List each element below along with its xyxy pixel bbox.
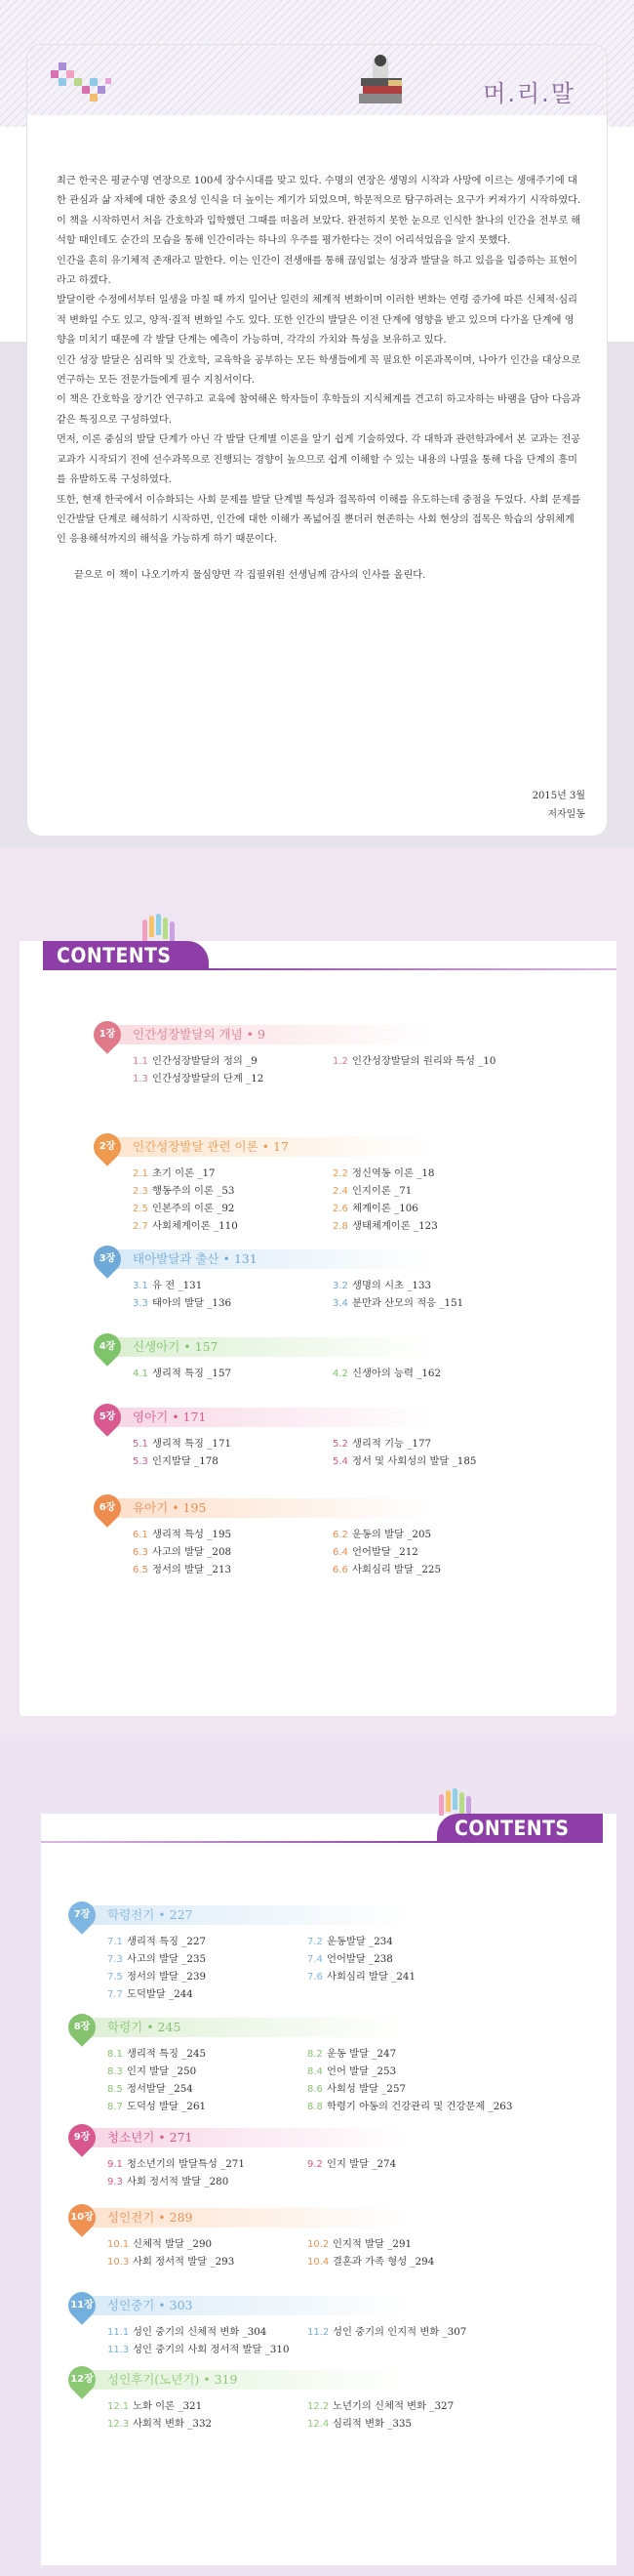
section-number: 1.3 (133, 1074, 148, 1084)
section-entry[interactable] (333, 1202, 418, 1216)
chapter-number-badge (62, 2118, 101, 2157)
section-number: 8.7 (107, 2102, 123, 2112)
chapter-number-badge (88, 1240, 127, 1279)
section-number: 2.4 (333, 1186, 348, 1197)
chapter-title[interactable]: 태아발달과 출산 • 131 (133, 1251, 258, 1266)
chapter-number: 7장 (73, 1909, 91, 1920)
section-number: 9.1 (107, 2159, 123, 2170)
section-entry[interactable] (333, 1367, 441, 1381)
preface-paragraph: 최근 한국은 평균수명 연장으로 100세 장수시대를 맞고 있다. 수명의 연장은 생명의 시작과 사망에 이르는 생애주기에 대한 관심과 삶 자체에 대한 중요성 인식을 더 높이는 계기가 되었으며, 학문적으로 탐구하려는 요구가 커져가기 시작하였다. (57, 176, 581, 207)
section-number: 3.3 (133, 1298, 148, 1309)
section-entry[interactable] (133, 1072, 263, 1086)
preface-paragraph: 이 책을 시작하면서 처음 간호학과 입학했던 그때를 떠올려 보았다. 완전하지 못한 눈으로 인식한 찰나의 인간을 전부로 해석할 때인데도 순간의 모습을 통해 인간이라는 하나의 우주를 평가한다는 것이 어리석었음을 알지 못했다. (57, 215, 581, 247)
preface-authors: 저자일동 (547, 809, 585, 820)
section-number: 11.1 (107, 2327, 130, 2338)
chapter-number: 12장 (70, 2374, 94, 2385)
section-entry[interactable] (307, 1970, 416, 1984)
section-number: 2.2 (333, 1168, 348, 1179)
section-number: 2.5 (133, 1204, 148, 1214)
section-number: 6.2 (333, 1530, 348, 1540)
section-number: 2.1 (133, 1168, 148, 1179)
section-label: 신생아의 능력 _162 (352, 1368, 442, 1379)
section-label: 태아의 발달 _136 (152, 1297, 232, 1309)
section-entry[interactable] (133, 1184, 234, 1199)
section-entry[interactable] (133, 1166, 216, 1181)
preface-card (27, 45, 607, 836)
section-entry[interactable] (107, 2065, 196, 2079)
chapter-title[interactable]: 인간성장발달 관련 이론 • 17 (133, 1139, 289, 1154)
preface-date: 2015년 3월 (532, 791, 585, 801)
section-label: 사회적 변화 _332 (133, 2418, 213, 2430)
section-number: 3.1 (133, 1281, 148, 1291)
section-entry[interactable] (307, 2082, 406, 2097)
section-entry[interactable] (333, 1296, 463, 1311)
chapter-title[interactable]: 인간성장발달의 개념 • 9 (133, 1027, 265, 1042)
section-label: 초기 이론 _17 (152, 1167, 216, 1179)
section-number: 8.4 (307, 2066, 323, 2077)
chapter-title[interactable]: 학령전기 • 227 (107, 1907, 193, 1922)
section-number: 2.8 (333, 1221, 348, 1232)
preface-body (57, 172, 583, 586)
chapter-number: 11장 (70, 2300, 94, 2310)
section-entry[interactable] (333, 1166, 434, 1181)
section-number: 8.1 (107, 2049, 123, 2060)
preface-title: 머.리.말 (483, 80, 575, 107)
section-label: 언어발달 _212 (352, 1546, 418, 1558)
section-label: 생리적 특징 _245 (127, 2048, 207, 2060)
section-label: 정서의 발달 _213 (152, 1564, 232, 1575)
section-entry[interactable] (107, 2175, 228, 2189)
contents-page-1 (0, 847, 634, 1736)
section-number: 1.1 (133, 1056, 148, 1067)
section-number: 9.3 (107, 2177, 123, 2188)
section-number: 10.3 (107, 2257, 130, 2268)
section-number: 3.2 (333, 1281, 348, 1291)
section-label: 운동발달 _234 (327, 1936, 393, 1947)
section-number: 5.2 (333, 1439, 348, 1450)
section-label: 사고의 발달 _208 (152, 1546, 232, 1558)
section-entry[interactable] (107, 1935, 206, 1949)
chapter-number-badge (62, 2360, 101, 2399)
section-number: 7.4 (307, 1954, 323, 1965)
section-label: 생리적 특징 _171 (152, 1438, 232, 1450)
contents-card-2 (41, 1814, 616, 2565)
chapter-title[interactable]: 성인후기(노년기) • 319 (107, 2372, 238, 2387)
section-label: 인지이론 _71 (352, 1185, 413, 1197)
section-entry[interactable] (307, 2157, 396, 2172)
section-number: 12.3 (107, 2419, 130, 2430)
section-number: 12.1 (107, 2401, 130, 2412)
section-number: 2.3 (133, 1186, 148, 1197)
section-entry[interactable] (107, 2399, 202, 2414)
section-label: 체계이론 _106 (352, 1203, 418, 1214)
preface-paragraph: 인간 성장 발달은 심리학 및 간호학, 교육학을 공부하는 모든 학생들에게 꼭 필요한 이론과목이며, 나아가 인간을 대상으로 연구하는 모든 전문가들에게 필수 지침서이다. (57, 354, 581, 387)
section-entry[interactable] (333, 1563, 441, 1577)
chapter-number: 10장 (70, 2212, 94, 2223)
section-number: 9.2 (307, 2159, 323, 2170)
section-label: 심리적 변화 _335 (333, 2418, 413, 2430)
section-number: 6.6 (333, 1565, 348, 1575)
chapter-number: 4장 (99, 1341, 116, 1352)
chapter-number: 8장 (73, 2022, 91, 2032)
section-label: 생리적 기능 _177 (352, 1438, 432, 1450)
section-number: 8.6 (307, 2084, 323, 2095)
section-entry[interactable] (107, 2417, 212, 2432)
chapter-number: 5장 (99, 1411, 116, 1422)
section-entry[interactable] (307, 2255, 434, 2269)
section-entry[interactable] (107, 2157, 245, 2172)
section-entry[interactable] (307, 2325, 466, 2340)
section-label: 청소년기의 발달특성 _271 (127, 2158, 245, 2170)
section-entry[interactable] (133, 1563, 231, 1577)
contents-card-1 (20, 941, 616, 1716)
section-label: 인지 발달 _274 (327, 2158, 397, 2170)
section-label: 정서의 발달 _239 (127, 1971, 207, 1983)
section-entry[interactable] (333, 1437, 431, 1452)
section-number: 8.2 (307, 2049, 323, 2060)
chapter-title[interactable]: 영아기 • 171 (133, 1410, 207, 1424)
section-label: 성인 중기의 사회 정서적 발달 _310 (133, 2344, 290, 2355)
section-number: 5.4 (333, 1456, 348, 1467)
section-entry[interactable] (307, 2065, 396, 2079)
section-label: 학령기 아동의 건강관리 및 건강문제 _263 (327, 2101, 513, 2112)
section-entry[interactable] (133, 1219, 238, 1234)
section-number: 6.1 (133, 1530, 148, 1540)
section-number: 3.4 (333, 1298, 348, 1309)
preface-header (27, 45, 607, 115)
section-number: 10.2 (307, 2239, 330, 2250)
section-number: 11.2 (307, 2327, 330, 2338)
section-label: 분만과 산모의 적응 _151 (352, 1297, 464, 1309)
section-label: 성인 중기의 신체적 변화 _304 (133, 2326, 267, 2338)
section-label: 사회심리 발달 _225 (352, 1564, 442, 1575)
section-entry[interactable] (133, 1545, 231, 1560)
chapter-number-badge (88, 1015, 127, 1054)
section-entry[interactable] (333, 1528, 431, 1542)
chapter-number-badge (62, 1896, 101, 1935)
section-entry[interactable] (333, 1279, 431, 1293)
contents-heading: CONTENTS (437, 1814, 603, 1843)
section-entry[interactable] (307, 2047, 396, 2062)
section-number: 7.2 (307, 1937, 323, 1947)
section-entry[interactable] (333, 1545, 418, 1560)
section-number: 7.1 (107, 1937, 123, 1947)
chapter-number-badge (62, 2198, 101, 2237)
book-stack-illustration-icon (349, 51, 417, 111)
section-label: 운동 발달 _247 (327, 2048, 397, 2060)
section-entry[interactable] (107, 2237, 212, 2252)
chapter-number-badge (62, 2008, 101, 2047)
section-entry[interactable] (107, 2255, 234, 2269)
section-label: 언어 발달 _253 (327, 2065, 397, 2077)
chapter-number-badge (88, 1328, 127, 1367)
section-label: 정서 및 사회성의 발달 _185 (352, 1455, 477, 1467)
chapter-title[interactable]: 성인중기 • 303 (107, 2298, 193, 2312)
section-entry[interactable] (107, 2082, 193, 2097)
section-number: 6.4 (333, 1547, 348, 1558)
section-entry[interactable] (333, 1054, 495, 1069)
section-entry[interactable] (133, 1367, 231, 1381)
section-number: 8.3 (107, 2066, 123, 2077)
section-entry[interactable] (133, 1454, 218, 1469)
chapter-title[interactable]: 청소년기 • 271 (107, 2130, 193, 2145)
section-label: 운동의 발달 _205 (352, 1529, 432, 1540)
section-label: 사회성 발달 _257 (327, 2083, 407, 2095)
chapter-number-badge (62, 2286, 101, 2325)
section-entry[interactable] (307, 2399, 454, 2414)
contents-heading: CONTENTS (43, 941, 209, 970)
section-entry[interactable] (307, 2100, 512, 2114)
section-entry[interactable] (107, 2100, 206, 2114)
preface-section (0, 0, 634, 847)
pixel-cross-decoration-icon (45, 57, 123, 103)
section-number: 7.5 (107, 1972, 123, 1983)
contents-page-2 (0, 1736, 634, 2576)
contents-rule (209, 968, 616, 970)
section-entry[interactable] (307, 1935, 393, 1949)
section-label: 정신역동 이론 _18 (352, 1167, 435, 1179)
section-number: 6.3 (133, 1547, 148, 1558)
section-entry[interactable] (307, 2417, 412, 2432)
section-entry[interactable] (133, 1437, 231, 1452)
section-number: 5.1 (133, 1439, 148, 1450)
section-label: 인지 발달 _250 (127, 2065, 197, 2077)
section-number: 5.3 (133, 1456, 148, 1467)
section-number: 4.2 (333, 1369, 348, 1379)
chapter-number: 9장 (73, 2132, 91, 2143)
chapter-number: 2장 (99, 1141, 116, 1152)
section-label: 신체적 발달 _290 (133, 2238, 213, 2250)
contents-rule (41, 1841, 437, 1843)
section-entry[interactable] (133, 1296, 231, 1311)
section-label: 노화 이론 _321 (133, 2400, 203, 2412)
section-entry[interactable] (333, 1219, 438, 1234)
section-number: 2.7 (133, 1221, 148, 1232)
section-label: 사고의 발달 _235 (127, 1953, 207, 1965)
section-entry[interactable] (333, 1184, 412, 1199)
section-entry[interactable] (307, 1952, 393, 1967)
section-number: 10.1 (107, 2239, 130, 2250)
section-number: 8.5 (107, 2084, 123, 2095)
section-entry[interactable] (107, 2343, 290, 2357)
section-entry[interactable] (107, 1952, 206, 1967)
section-number: 7.7 (107, 1989, 123, 2000)
section-label: 정서발달 _254 (127, 2083, 193, 2095)
preface-signature (533, 787, 585, 824)
section-label: 생명의 시초 _133 (352, 1280, 432, 1291)
section-label: 사회 정서적 발달 _293 (133, 2256, 235, 2268)
section-label: 성인 중기의 인지적 변화 _307 (333, 2326, 467, 2338)
section-label: 인본주의 이론 _92 (152, 1203, 235, 1214)
section-label: 인지발달 _178 (152, 1455, 218, 1467)
section-label: 인간성장발달의 정의 _9 (152, 1055, 258, 1067)
section-label: 인간성장발달의 원리와 특성 _10 (352, 1055, 496, 1067)
section-entry[interactable] (107, 2325, 266, 2340)
section-label: 행동주의 이론 _53 (152, 1185, 235, 1197)
preface-paragraph: 먼저, 이론 중심의 발달 단계가 아닌 각 발달 단계별 이론을 알기 쉽게 기술하였다. 각 대학과 관련학과에서 본 교과는 전공 교과가 시작되기 전에 선수과목으로 진행되는 경향이 높으므로 쉽게 이해할 수 있는 내용의 나열을 통해 다음 단계의 흥미를 유발하도록 구성하였다. (57, 434, 581, 486)
chapter-number-badge (88, 1127, 127, 1166)
section-number: 4.1 (133, 1369, 148, 1379)
preface-closing: 끝으로 이 책이 나오기까지 물심양면 각 집필위원 선생님께 감사의 인사를 올린다. (74, 569, 426, 581)
section-entry[interactable] (307, 2237, 412, 2252)
chapter-title[interactable]: 학령기 • 245 (107, 2020, 181, 2034)
section-number: 8.8 (307, 2102, 323, 2112)
chapter-title[interactable]: 성인전기 • 289 (107, 2210, 193, 2225)
section-label: 언어발달 _238 (327, 1953, 393, 1965)
section-number: 11.3 (107, 2345, 130, 2355)
section-number: 12.2 (307, 2401, 330, 2412)
section-entry[interactable] (133, 1528, 231, 1542)
chapter-number: 3장 (99, 1253, 116, 1264)
section-entry[interactable] (107, 2047, 206, 2062)
section-label: 노년기의 신체적 변화 _327 (333, 2400, 455, 2412)
section-entry[interactable] (133, 1054, 258, 1069)
section-label: 유 전 _131 (152, 1280, 203, 1291)
section-entry[interactable] (133, 1202, 234, 1216)
section-label: 사회심리 발달 _241 (327, 1971, 416, 1983)
section-label: 도덕성 발달 _261 (127, 2101, 207, 2112)
section-label: 생리적 특성 _195 (152, 1529, 232, 1540)
chapter-title[interactable]: 신생아기 • 157 (133, 1339, 218, 1354)
chapter-title[interactable]: 유아기 • 195 (133, 1500, 207, 1515)
section-label: 인간성장발달의 단계 _12 (152, 1073, 264, 1084)
preface-paragraph: 인간을 흔히 유기체적 존재라고 말한다. 이는 인간이 전생애를 통해 끊임없는 성장과 발달을 하고 있음을 입증하는 표현이라고 하겠다. (57, 255, 578, 287)
section-entry[interactable] (107, 1987, 193, 2002)
section-number: 6.5 (133, 1565, 148, 1575)
section-entry[interactable] (333, 1454, 476, 1469)
section-label: 인지적 발달 _291 (333, 2238, 413, 2250)
section-entry[interactable] (133, 1279, 202, 1293)
preface-paragraph: 발달이란 수정에서부터 일생을 마칠 때 까지 일어난 일련의 체계적 변화이며 이러한 변화는 연령 증가에 따른 신체적·심리적 변화일 수도 있고, 양적·질적 변화일 수도 있다. 또한 인간의 발달은 이전 단계에 영향을 받고 있으며 다가올 단계에 영향을 미치기 때문에 각 발달 단계는 예측이 가능하며, 각각의 가치와 특성을 보유하고 있다. (57, 295, 578, 347)
section-label: 결혼과 가족 형성 _294 (333, 2256, 435, 2268)
chapter-number-badge (88, 1489, 127, 1528)
section-number: 1.2 (333, 1056, 348, 1067)
section-label: 생태체계이론 _123 (352, 1220, 438, 1232)
preface-paragraph: 이 책은 간호학을 장기간 연구하고 교육에 참여해온 학자들이 후학들의 지식체계를 견고히 하고자하는 바램을 담아 다음과 같은 특징으로 구성하였다. (57, 394, 581, 426)
section-label: 도덕발달 _244 (127, 1988, 193, 2000)
section-label: 사회체계이론 _110 (152, 1220, 238, 1232)
section-number: 12.4 (307, 2419, 330, 2430)
section-label: 사회 정서적 발달 _280 (127, 2176, 229, 2188)
chapter-number: 1장 (99, 1029, 116, 1040)
section-number: 10.4 (307, 2257, 330, 2268)
section-number: 7.6 (307, 1972, 323, 1983)
section-label: 생리적 특징 _157 (152, 1368, 232, 1379)
section-label: 생리적 특징 _227 (127, 1936, 207, 1947)
chapter-number: 6장 (99, 1502, 116, 1513)
section-number: 2.6 (333, 1204, 348, 1214)
preface-paragraph: 또한, 현재 한국에서 이슈화되는 사회 문제를 발달 단계별 특성과 접목하여 이해를 유도하는데 중점을 두었다. 사회 문제를 인간발달 단계로 해석하기 시작하면, 인간에 대한 이해가 폭넓어질 뿐더러 현존하는 사회 현상의 접목은 학습의 상위체계인 응용해석까지의 해석을 가능하게 하기 때문이다. (57, 494, 581, 546)
chapter-number-badge (88, 1398, 127, 1437)
section-number: 7.3 (107, 1954, 123, 1965)
section-entry[interactable] (107, 1970, 206, 1984)
